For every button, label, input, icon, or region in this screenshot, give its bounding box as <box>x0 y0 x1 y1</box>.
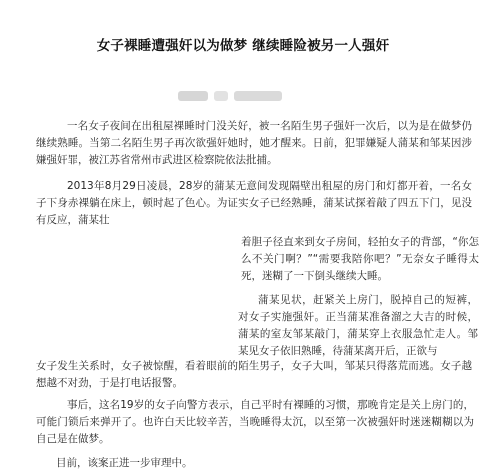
article-meta-blurred <box>178 88 298 104</box>
article-paragraph-2: 2013年8月29日凌晨，28岁的蒲某无意间发现隔壁出租屋的房门和灯都开着，一名女子下身赤裸躺在床上，顿时起了色心。为证实女子已经熟睡，蒲某试探着敲了四五下门，见没有反应，蒲某壮 <box>36 180 472 226</box>
article-title: 女子裸睡遭强奸以为做梦 继续睡险被另一人强奸 <box>96 38 390 54</box>
article-paragraph-3: 着胆子径直来到女子房间，轻拍女子的背部，“你怎么不关门啊？”“需要我陪你吧？”无奈女子睡得太死，迷糊了一下倒头继续大睡。 <box>241 236 479 282</box>
meta-blur-segment <box>234 91 282 101</box>
article-paragraph-4: 蒲某见状，赶紧关上房门，脱掉自己的短裤，对女子实施强奸。正当蒲某准备溜之大吉的时候，蒲某的室友邹某敲门，蒲某穿上衣服急忙走人。邹某见女子依旧熟睡，待蒲某离开后，正欲与 <box>238 294 478 357</box>
article-paragraph-6: 事后，这名19岁的女子向警方表示，自己平时有裸睡的习惯，那晚肯定是关上房门的，可能门锁后来弹开了。也许白天比较辛苦，当晚睡得太沉，以至第一次被强奸时迷迷糊糊以为自己是在做梦。 <box>36 399 474 445</box>
meta-blur-segment <box>178 91 208 101</box>
article-paragraph-1: 一名女子夜间在出租屋裸睡时门没关好，被一名陌生男子强奸一次后，以为是在做梦仍继续熟睡。当第二名陌生男子再次欲强奸她时，她才醒来。日前，犯罪嫌疑人蒲某和邹某因涉嫌强奸罪，被江苏省常州市武进区检察院依法批捕。 <box>36 120 472 166</box>
article-paragraph-7: 目前，该案正进一步审理中。 <box>56 457 193 469</box>
meta-blur-segment <box>214 91 228 101</box>
article-paragraph-5: 女子发生关系时，女子被惊醒，看着眼前的陌生男子，女子大叫，邹某只得落荒而逃。女子越想越不对劲，于是打电话报警。 <box>36 360 472 389</box>
